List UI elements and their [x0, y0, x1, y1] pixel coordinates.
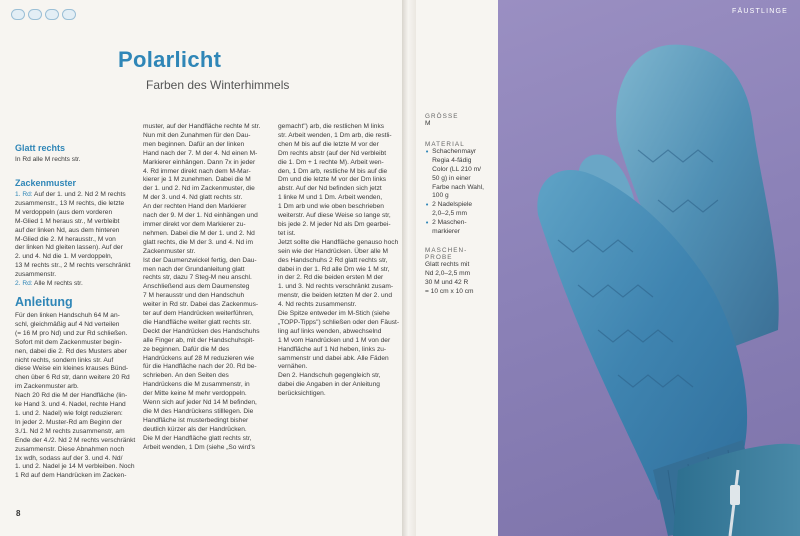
material-item: • 2 Nadelspiele 2,0–2,5 mm	[425, 201, 473, 218]
anleitung-col3-line: Jetzt sollte die Handfläche genauso hoch	[278, 238, 399, 246]
anleitung-col3-line: 4. Nd rechts zusammenstr.	[278, 301, 357, 309]
anleitung-col2-line: deutlich kürzer als der Handrücken.	[143, 425, 247, 433]
material-list	[425, 148, 501, 237]
anleitung-col3-line: dabei in der 1. Rd alle Dm wie 1 M str,	[278, 265, 390, 273]
maschenprobe-label-2: PROBE	[425, 253, 453, 261]
glatt-text: In Rd alle M rechts str.	[15, 156, 81, 163]
anleitung-col2-line: ter auf dem Handrücken weiterführen,	[143, 310, 254, 318]
maschenprobe-label-1: MASCHEN-	[425, 246, 468, 254]
anleitung-col2-line: Zackenmuster str.	[143, 247, 196, 255]
groesse-label: GRÖSSE	[425, 113, 459, 120]
anleitung-col2-line: kierer je 1 M zunehmen. Dabei die M	[143, 176, 251, 184]
mittens-photo	[498, 0, 800, 536]
anleitung-col3-line: „TOPP-Tipps") schließen oder den Fäust-	[278, 318, 400, 326]
anleitung-col1-line: im Zackenmuster arb.	[15, 383, 79, 391]
anleitung-col2-line: Wenn sich auf jeder Nd 14 M befinden,	[143, 399, 257, 407]
anleitung-col2-line: An der rechten Hand den Markierer	[143, 203, 247, 211]
anleitung-col2-line: men nach der Grundanleitung glatt	[143, 265, 245, 273]
anleitung-col3-line: sein wie der Handrücken. Über alle M	[278, 247, 388, 255]
anleitung-col2-line: immer direkt vor dem Markierer zu-	[143, 220, 246, 228]
anleitung-col3-line: in der 2. Rd die beiden ersten M der	[278, 274, 384, 282]
anleitung-col2-line: rechts str, dazu 7 Steg-M neu anschl.	[143, 274, 252, 282]
anleitung-col1-line: (= 16 M pro Nd) und zur Rd schließen.	[15, 329, 128, 337]
anleitung-col1-line: 1x wdh, sodass auf der 3. und 4. Nd/	[15, 454, 123, 462]
anleitung-col1-line: Für den linken Handschuh 64 M an-	[15, 312, 120, 319]
anleitung-col2-line: Arbeit wenden, 1 Dm (siehe „So wird's	[143, 443, 255, 451]
anleitung-col2-line: glatt rechts, die M der 3. und 4. Nd im	[143, 238, 253, 246]
bullet-icon: •	[425, 201, 430, 210]
materials-sidebar	[425, 113, 501, 297]
anleitung-col1-line: zusammenstr. Diese Abnahmen noch	[15, 445, 125, 453]
zacken-heading: Zackenmuster	[15, 178, 77, 188]
anleitung-col3-line: Handfläche auf 1 Nd heben, links zu-	[278, 345, 387, 353]
anleitung-col3-line: weiterstr. Auf diese Weise so lange str,	[278, 212, 391, 220]
anleitung-col2-line: Die M der Handfläche glatt rechts str,	[143, 434, 252, 442]
anleitung-column-1	[15, 312, 139, 481]
anleitung-col1-line: 1. und 2. Nadel je 14 M verbleiben. Noch	[15, 463, 135, 471]
anleitung-col3-line: Die Spitze entweder im M-Stich (siehe	[278, 310, 390, 318]
anleitung-col1-line: nen, dabei die 2. Rd des Musters aber	[15, 347, 127, 355]
zacken-line-0-rest: Auf der 1. und 2. Nd 2 M rechts	[32, 191, 126, 198]
anleitung-col3-line: 1 Dm arb und wie oben beschrieben	[278, 203, 384, 211]
anleitung-col3-line: Den 2. Handschuh gegengleich str,	[278, 372, 381, 380]
anleitung-heading: Anleitung	[15, 295, 73, 309]
material-label: MATERIAL	[425, 140, 465, 148]
anleitung-col2-line: 7 M herausstr und den Handschuh	[143, 292, 245, 300]
anleitung-column-3	[278, 123, 406, 399]
anleitung-col1-line: ke Hand 3. und 4. Nadel, rechte Hand	[15, 401, 126, 409]
material-item: • 2 Maschen- markierer	[425, 219, 467, 236]
anleitung-col2-line: alle Finger ab, mit der Handschuhspit-	[143, 336, 255, 344]
groesse-value: M	[425, 120, 431, 127]
probe-line: = 10 cm x 10 cm	[425, 287, 474, 295]
anleitung-col3-line: berücksichtigen.	[278, 390, 326, 398]
anleitung-col3-line: gemacht") arb, die restlichen M links	[278, 123, 385, 130]
anleitung-col3-line: sammenstr und dabei abk. Alle Fäden	[278, 354, 389, 362]
anleitung-col3-line: menstr, die beiden letzten M der 2. und	[278, 292, 392, 300]
zacken-text: 1. Rd: Auf der 1. und 2. Nd 2 M rechts zusammenstr., 13 M rechts, die letzte M verdoppeln (aus dem vorderen M-Glied 1 M heraus str., M verbleibt auf der linken Nd, aus dem hinteren M-Glied die 2. M herausstr., M von der linken Nd gleiten lassen). Auf der 2. und 4. Nd die 1. M verdoppeln, 13 M rechts str., 2 M rechts verschränkt zusammenstr. 2. Rd: Alle M rechts str.	[15, 191, 131, 288]
anleitung-col2-line: die Handfläche weiter glatt rechts str.	[143, 318, 252, 326]
anleitung-col2-line: schrieben. An den Seiten des	[143, 372, 229, 380]
anleitung-col1-line: schl, gleichmäßig auf 4 Nd verteilen	[15, 320, 120, 328]
anleitung-col3-line: vernähen.	[278, 363, 308, 371]
anleitung-col1-line: Ende der 4./2. Nd 2 M rechts verschränkt	[15, 436, 136, 444]
anleitung-col2-line: 4. Rd immer direkt nach dem M-Mar-	[143, 167, 251, 175]
anleitung-col1-line: Nach 20 Rd die M der Handfläche (lin-	[15, 392, 128, 400]
anleitung-col2-line: Deckt der Handrücken des Handschuhs	[143, 327, 260, 335]
anleitung-col3-line: dabei die Angaben in der Anleitung	[278, 381, 380, 389]
anleitung-col1-line: nicht rechts, sondern links str. Auf	[15, 356, 114, 364]
anleitung-col2-line: Handfläche ist musterbedingt bisher	[143, 416, 249, 424]
anleitung-col1-line: In jeder 2. Muster-Rd am Beginn der	[15, 418, 122, 426]
anleitung-col2-line: ze beginnen. Dafür die M des	[143, 345, 230, 353]
anleitung-col3-line: abstr. Auf der Nd befinden sich jetzt	[278, 185, 382, 193]
anleitung-col2-line: nehmen. Dabei die M der 1. und 2. Nd	[143, 229, 255, 237]
anleitung-col2-line: Markierer einhängen. Dann 7x in jeder	[143, 158, 256, 166]
page-title: Polarlicht	[118, 47, 222, 72]
anleitung-col1-line: chen über 6 Rd str, dann weitere 20 Rd	[15, 374, 130, 382]
anleitung-col2-line: nach der 9. M der 1. Nd einhängen und	[143, 212, 258, 220]
anleitung-col3-line: ling auf links wenden, abwechselnd	[278, 327, 382, 335]
anleitung-col2-line: M der 3. und 4. Nd glatt rechts str.	[143, 194, 243, 202]
mittens-illustration	[498, 0, 800, 536]
page-number: 8	[16, 509, 21, 518]
anleitung-col2-line: Ist der Daumenzwickel fertig, den Dau-	[143, 256, 257, 264]
anleitung-col3-line: chen M bis auf die letzte M vor der	[278, 140, 379, 148]
anleitung-col2-line: Nun mit den Zunahmen für den Dau-	[143, 131, 251, 139]
anleitung-col3-line: die 1. Dm + 1 rechte M). Arbeit wen-	[278, 158, 384, 166]
anleitung-col1-line: 1 Rd auf dem Handrücken im Zacken-	[15, 472, 127, 480]
anleitung-col3-line: Dm und die letzte M vor der Dm links	[278, 176, 387, 184]
bullet-icon: •	[425, 219, 430, 228]
anleitung-col2-line: men beginnen. Dafür an der linken	[143, 140, 245, 148]
anleitung-col1-line: Sofort mit dem Zackenmuster begin-	[15, 338, 122, 346]
anleitung-col2-line: der Mitte keine M mehr verdoppeln.	[143, 390, 247, 398]
bullet-icon: •	[425, 147, 430, 156]
anleitung-col2-line: Anschließend aus dem Daumensteg	[143, 283, 250, 291]
category-label: FÄUSTLINGE	[732, 8, 788, 15]
zipper-pull	[730, 485, 740, 505]
anleitung-col2-line: die M des Handrückens stilllegen. Die	[143, 408, 254, 415]
probe-line: Nd 2,0–2,5 mm	[425, 269, 471, 277]
anleitung-col3-line: des Handschuhs 2 Rd glatt rechts str,	[278, 256, 388, 264]
anleitung-column-2	[143, 123, 271, 453]
glatt-heading: Glatt rechts	[15, 143, 66, 153]
anleitung-col3-line: bis jede 2. M jeder Nd als Dm gearbei-	[278, 220, 391, 228]
anleitung-col3-line: 1. und 3. Nd rechts verschränkt zusam-	[278, 283, 394, 291]
anleitung-col2-line: Handrückens auf 28 M reduzieren wie	[143, 354, 255, 362]
anleitung-col3-line: str. Arbeit wenden, 1 Dm arb, die restli-	[278, 131, 392, 139]
anleitung-col3-line: Dm rechts abstr (auf der Nd verbleibt	[278, 149, 387, 157]
anleitung-col3-line: tet ist.	[278, 229, 296, 237]
anleitung-col2-line: muster, auf der Handfläche rechte M str.	[143, 123, 261, 130]
anleitung-col3-line: den, 1 Dm arb, restliche M bis auf die	[278, 167, 388, 175]
probe-line: Glatt rechts mit	[425, 260, 470, 268]
anleitung-col1-line: diese Weise ein kleines krauses Bünd-	[15, 365, 129, 373]
anleitung-col2-line: Hand nach der 7. M der 4. Nd einen M-	[143, 149, 258, 157]
material-item: • Schachenmayr Regia 4-fädig Color (LL 210 m/ 50 g) in einer Farbe nach Wahl, 100 g	[425, 147, 484, 200]
yarn-balls-icon	[11, 9, 76, 20]
probe-line: 30 M und 42 R	[425, 278, 469, 286]
maschenprobe-text	[425, 261, 501, 297]
page-subtitle: Farben des Winterhimmels	[146, 78, 290, 92]
anleitung-col1-line: 1. und 2. Nadel) wie folgt reduzieren:	[15, 409, 123, 417]
anleitung-col2-line: Handrückens die M zusammenstr, in	[143, 381, 250, 389]
anleitung-col2-line: für die Handfläche nach der 20. Rd be-	[143, 363, 257, 371]
anleitung-col2-line: der 1. und 2. Nd im Zackenmuster, die	[143, 185, 255, 193]
anleitung-col3-line: 1 linke M und 1 Dm. Arbeit wenden,	[278, 194, 383, 202]
anleitung-col1-line: 3./1. Nd 2 M rechts zusammenstr, am	[15, 427, 125, 435]
anleitung-col3-line: 1 M vom Handrücken und 1 M von der	[278, 336, 391, 344]
anleitung-col2-line: weiter in Rd str. Dabei das Zackenmus-	[143, 301, 259, 309]
